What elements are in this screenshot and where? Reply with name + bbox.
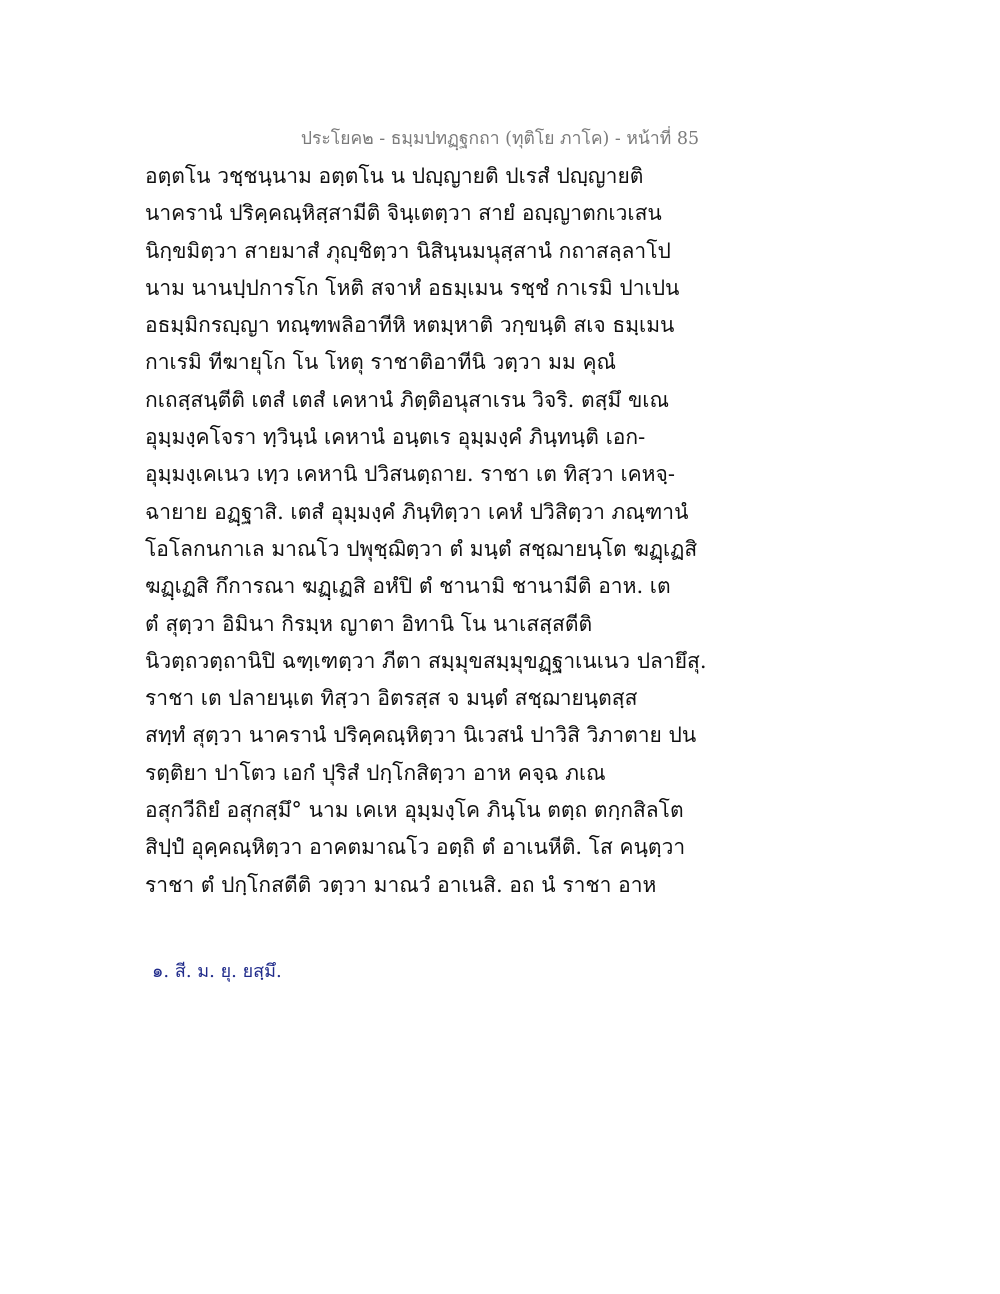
text-line-2: นาครานํ ปริคฺคณฺหิสฺสามีติ จินฺเตตฺวา สายํ อญฺญาตกเวเสน	[145, 201, 662, 226]
text-line-17: รตฺติยา ปาโตว เอกํ ปุริสํ ปกฺโกสิตฺวา อาห คจฺฉ ภเณ	[145, 760, 606, 785]
text-line-8: อุมฺมงฺคโจรา ทฺวินฺนํ เคหานํ อนฺตเร อุมฺมงฺคํ ภินฺทนฺติ เอก-	[145, 425, 646, 450]
body-text	[145, 158, 705, 904]
text-line-11: โอโลกนกาเล มาณโว ปพุชฺฌิตฺวา ตํ มนฺตํ สชฺฌายนฺโต ฆฏฺเฏสิ	[145, 536, 698, 561]
text-line-14: นิวตฺถวตฺถานิปิ ฉฑฺเฑตฺวา ภีตา สมฺมุขสมฺมุขฏฺฐาเนเนว ปลายึสุ.	[145, 648, 707, 673]
text-line-1: อตฺตโน วชฺชนฺนาม อตฺตโน น ปญฺญายติ ปเรสํ ปญฺญายติ	[145, 164, 644, 188]
text-line-9: อุมฺมงฺเคเนว เทฺว เคหานิ ปวิสนตฺถาย. ราชา เต ทิสฺวา เคหจฺ-	[145, 462, 675, 487]
text-line-10: ฉายาย อฏฺฐาสิ. เตสํ อุมฺมงฺคํ ภินฺทิตฺวา เคหํ ปวิสิตฺวา ภณฺฑานํ	[145, 499, 689, 524]
text-line-3: นิกฺขมิตฺวา สายมาสํ ภุญฺชิตฺวา นิสินฺนมนุสฺสานํ กถาสลฺลาโป	[145, 238, 671, 263]
running-header: ประโยค๒ - ธมฺมปทฏฺฐกถา (ทุติโย ภาโค) - หน้าที่ 85	[300, 129, 700, 149]
text-line-13: ตํ สุตฺวา อิมินา กิรมฺห ญาตา อิทานิ โน นาเสสฺสตีติ	[145, 611, 593, 636]
text-line-4: นาม นานปฺปการโก โหติ สจาหํ อธมฺเมน รชฺชํ กาเรมิ ปาเปน	[145, 275, 680, 300]
text-line-7: กเถสฺสนฺตีติ เตสํ เตสํ เคหานํ ภิตฺติอนุสาเรน วิจริ. ตสฺมึ ขเณ	[145, 387, 669, 412]
footnote: ๑. สี. ม. ยุ. ยสฺมึ.	[152, 961, 282, 982]
text-line-6: กาเรมิ ทีฆายุโก โน โหตุ ราชาติอาทีนิ วตฺวา มม คุณํ	[145, 350, 617, 375]
text-line-19: สิปฺปํ อุคฺคณฺหิตฺวา อาคตมาณโว อตฺถิ ตํ อาเนหีติ. โส คนฺตฺวา	[145, 835, 686, 860]
text-line-20: ราชา ตํ ปกฺโกสตีติ วตฺวา มาณวํ อาเนสิ. อถ นํ ราชา อาห	[145, 872, 657, 897]
text-line-16: สทฺทํ สุตฺวา นาครานํ ปริคฺคณฺหิตฺวา นิเวสนํ ปาวิสิ วิภาตาย ปน	[145, 723, 697, 748]
text-line-15: ราชา เต ปลายนฺเต ทิสฺวา อิตรสฺส จ มนฺตํ สชฺฌายนฺตสฺส	[145, 686, 638, 711]
text-line-5: อธมฺมิกรญฺญา ทณฺฑพลิอาทีหิ หตมฺหาติ วกฺขนฺติ สเจ ธมฺเมน	[145, 313, 675, 338]
text-line-12: ฆฏฺเฏสิ กึการณา ฆฏฺเฏสิ อหํปิ ตํ ชานามิ ชานามีติ อาห. เต	[145, 574, 671, 599]
text-line-18: อสุกวีถิยํ อสุกสฺมึ° นาม เคเห อุมฺมงฺโค ภินฺโน ตตฺถ ตกฺกสิลโต	[145, 798, 684, 823]
